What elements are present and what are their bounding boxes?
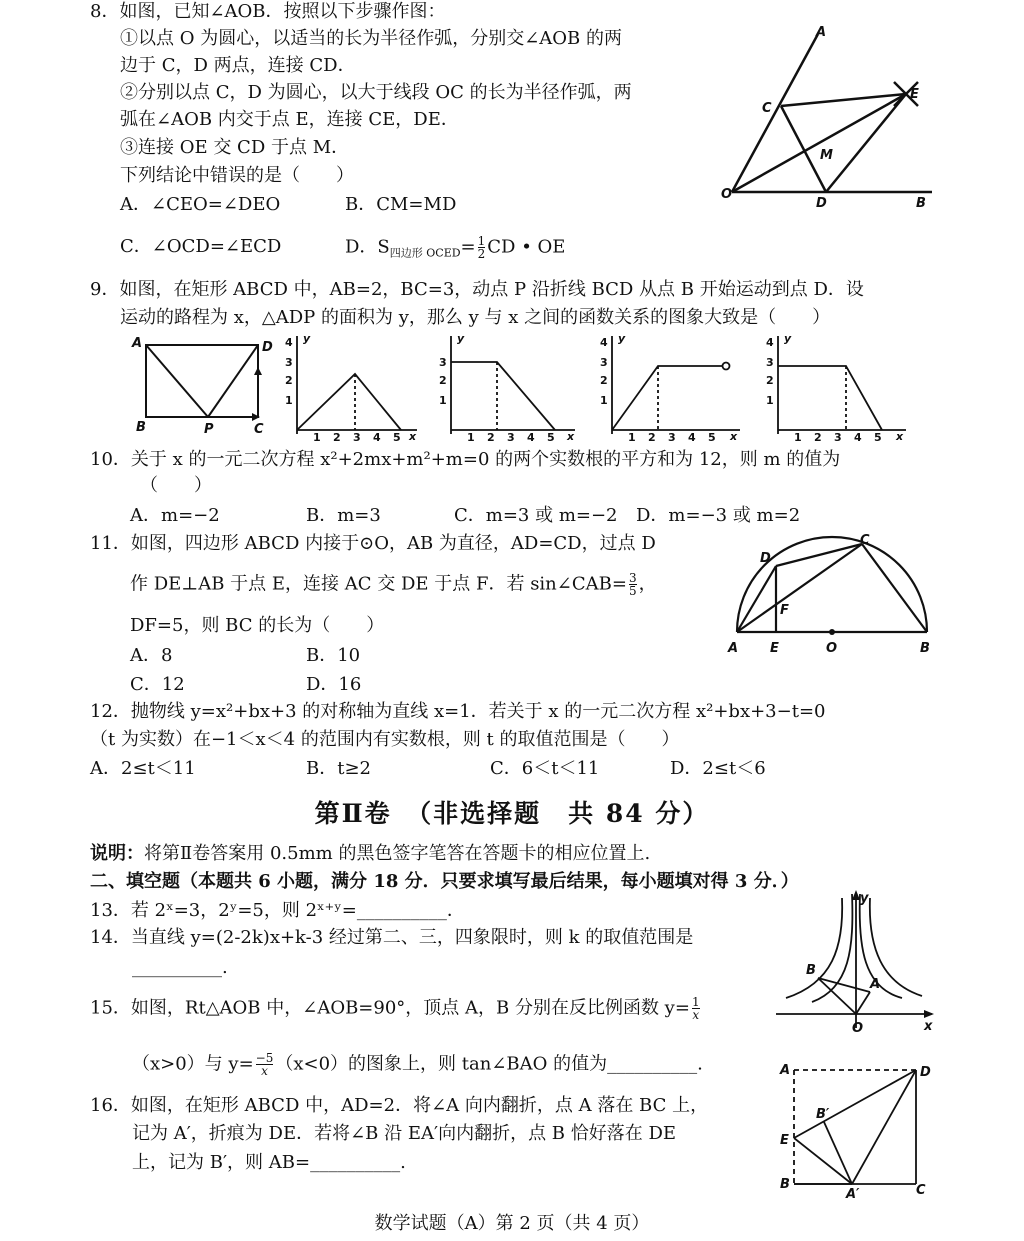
q16-line3: 上，记为 B′，则 AB=__________. — [132, 1152, 406, 1173]
q8-step3: ③连接 OE 交 CD 于点 M． — [120, 137, 350, 158]
q11-option-b: B．10 — [306, 645, 361, 666]
q9-graph-a — [283, 332, 423, 442]
q11-line1: 11．如图，四边形 ABCD 内接于⊙O，AB 为直径，AD=CD，过点 D — [90, 533, 656, 554]
q9-line2: 运动的路程为 x，△ADP 的面积为 y，那么 y 与 x 之间的函数关系的图象大致是（ ） — [120, 307, 831, 328]
svg-text:4: 4 — [527, 431, 535, 442]
q9-graph-c — [598, 332, 748, 442]
q15-figure — [772, 888, 940, 1038]
svg-text:y: y — [860, 891, 869, 906]
q16-line2: 记为 A′，折痕为 DE．若将∠B 沿 EA′向内翻折，点 B 恰好落在 DE — [132, 1123, 677, 1144]
q12-option-b: B．t≥2 — [306, 758, 371, 779]
svg-text:1: 1 — [794, 431, 802, 442]
svg-text:4: 4 — [373, 431, 381, 442]
svg-text:5: 5 — [708, 431, 716, 442]
svg-text:y: y — [618, 332, 626, 345]
section-title: 第Ⅱ卷 （非选择题 共 84 分） — [314, 799, 710, 828]
q10-option-a: A．m=−2 — [130, 505, 220, 526]
svg-text:x: x — [409, 430, 417, 442]
q9-graph-b — [437, 332, 582, 442]
svg-text:B′: B′ — [816, 1107, 830, 1122]
svg-text:2: 2 — [285, 374, 293, 387]
svg-text:1: 1 — [285, 394, 293, 407]
q8-step1b: 边于 C，D 两点，连接 CD． — [120, 55, 356, 76]
q8-ask: 下列结论中错误的是（ ） — [120, 165, 354, 186]
q14-line2: __________. — [132, 957, 228, 978]
label-o: O — [721, 187, 733, 202]
q12-option-c: C．6＜t＜11 — [490, 758, 600, 779]
svg-text:E: E — [780, 1133, 789, 1148]
q9-rectangle-figure — [130, 335, 280, 440]
svg-text:3: 3 — [285, 356, 293, 369]
q8-option-a: A．∠CEO=∠DEO — [120, 194, 281, 215]
label-b: B — [916, 196, 926, 211]
label-d: D — [816, 196, 827, 211]
q11-option-c: C．12 — [130, 674, 185, 695]
svg-text:B: B — [780, 1177, 790, 1192]
svg-text:C: C — [916, 1183, 926, 1198]
svg-text:1: 1 — [313, 431, 321, 442]
q11-option-d: D．16 — [306, 674, 362, 695]
svg-text:4: 4 — [688, 431, 696, 442]
q8-step2a: ②分别以点 C，D 为圆心，以大于线段 OC 的长为半径作弧，两 — [120, 82, 632, 103]
q8-stem: 8．如图，已知∠AOB．按照以下步骤作图： — [90, 1, 446, 22]
svg-text:P: P — [204, 422, 214, 437]
svg-text:x: x — [730, 430, 738, 442]
svg-text:5: 5 — [547, 431, 555, 442]
svg-text:O: O — [852, 1021, 864, 1036]
svg-text:D: D — [920, 1065, 931, 1080]
q10-option-b: B．m=3 — [306, 505, 381, 526]
q9-line1: 9．如图，在矩形 ABCD 中，AB=2，BC=3，动点 P 沿折线 BCD 从点 B 开始运动到点 D．设 — [90, 279, 864, 300]
svg-text:B: B — [920, 641, 930, 656]
q14-line1: 14．当直线 y=(2-2k)x+k-3 经过第二、三，四象限时，则 k 的取值范围是 — [90, 927, 694, 948]
svg-text:1: 1 — [766, 394, 774, 407]
label-a: A — [816, 25, 827, 40]
q8-option-c: C．∠OCD=∠ECD — [120, 236, 282, 257]
svg-text:1: 1 — [628, 431, 636, 442]
q8-step2b: 弧在∠AOB 内交于点 E，连接 CE，DE． — [120, 109, 459, 130]
svg-text:A: A — [728, 641, 739, 656]
q10-line1: 10．关于 x 的一元二次方程 x²+2mx+m²+m=0 的两个实数根的平方和为 12，则 m 的值为 — [90, 449, 841, 470]
section-part2-heading: 二、填空题（本题共 6 小题，满分 18 分．只要求填写最后结果，每小题填对得 3 分．） — [90, 871, 799, 892]
svg-text:5: 5 — [874, 431, 882, 442]
svg-text:2: 2 — [600, 374, 608, 387]
svg-text:1: 1 — [600, 394, 608, 407]
q10-option-d: D．m=−3 或 m=2 — [636, 505, 801, 526]
svg-text:F: F — [780, 603, 789, 618]
label-e: E — [910, 87, 919, 102]
label-c: C — [762, 101, 772, 116]
q16-figure — [776, 1060, 936, 1200]
svg-text:2: 2 — [487, 431, 495, 442]
q11-figure — [724, 530, 940, 660]
label-m: M — [820, 148, 833, 163]
page-footer: 数学试题（A）第 2 页（共 4 页） — [374, 1213, 650, 1234]
svg-text:x: x — [924, 1019, 933, 1034]
q15-line2: （x>0）与 y= $\frac{-5}{x}$ （x<0）的图象上，则 tan∠BAO 的值为__________. — [132, 1051, 703, 1078]
svg-text:4: 4 — [285, 336, 293, 349]
q8-option-d: D．$S_{四边形 OCED}=$ $\frac{1}{2}$ CD • OE — [345, 234, 566, 261]
svg-text:5: 5 — [393, 431, 401, 442]
svg-text:A: A — [780, 1063, 791, 1078]
q10-option-c: C．m=3 或 m=−2 — [454, 505, 618, 526]
svg-text:O: O — [826, 641, 838, 656]
svg-text:2: 2 — [439, 374, 447, 387]
svg-text:A′: A′ — [846, 1187, 860, 1200]
svg-text:3: 3 — [353, 431, 361, 442]
q15-line1: 15．如图，Rt△AOB 中，∠AOB=90°，顶点 A，B 分别在反比例函数 y= $\frac{1}{x}$ — [90, 995, 700, 1022]
svg-text:E: E — [770, 641, 779, 656]
svg-text:C: C — [254, 422, 264, 437]
svg-text:y: y — [303, 332, 311, 345]
svg-text:B: B — [806, 963, 816, 978]
svg-text:3: 3 — [766, 356, 774, 369]
svg-text:1: 1 — [439, 394, 447, 407]
svg-text:C: C — [860, 533, 870, 548]
section-note: 说明：将第Ⅱ卷答案用 0.5mm 的黑色签字笔答在答题卡的相应位置上. — [90, 843, 651, 864]
svg-text:4: 4 — [600, 336, 608, 349]
svg-text:B: B — [136, 420, 146, 435]
svg-text:y: y — [457, 332, 465, 345]
svg-text:x: x — [896, 430, 904, 442]
q8-option-b: B．CM=MD — [345, 194, 457, 215]
svg-text:3: 3 — [600, 356, 608, 369]
q9-graph-d — [764, 332, 914, 442]
svg-text:A: A — [132, 336, 143, 351]
svg-text:3: 3 — [834, 431, 842, 442]
svg-text:4: 4 — [854, 431, 862, 442]
q12-option-a: A．2≤t＜11 — [90, 758, 196, 779]
svg-text:4: 4 — [766, 336, 774, 349]
q16-line1: 16．如图，在矩形 ABCD 中，AD=2．将∠A 向内翻折，点 A 落在 BC 上， — [90, 1095, 709, 1116]
q12-line1: 12．抛物线 y=x²+bx+3 的对称轴为直线 x=1．若关于 x 的一元二次方程 x²+bx+3−t=0 — [90, 701, 826, 722]
svg-text:A: A — [870, 977, 881, 992]
q13-text: 13．若 2ˣ=3，2ʸ=5，则 2ˣ⁺ʸ=__________． — [90, 900, 465, 921]
svg-text:2: 2 — [766, 374, 774, 387]
svg-text:1: 1 — [467, 431, 475, 442]
q8-step1a: ①以点 O 为圆心，以适当的长为半径作弧，分别交∠AOB 的两 — [120, 28, 622, 49]
svg-text:y: y — [784, 332, 792, 345]
q12-option-d: D．2≤t＜6 — [670, 758, 766, 779]
svg-text:2: 2 — [648, 431, 656, 442]
svg-text:2: 2 — [814, 431, 822, 442]
q10-paren: （ ） — [140, 475, 212, 496]
q8-figure — [718, 24, 938, 214]
svg-text:2: 2 — [333, 431, 341, 442]
q11-line3: DF=5，则 BC 的长为（ ） — [130, 615, 385, 636]
q12-line2: （t 为实数）在−1＜x＜4 的范围内有实数根，则 t 的取值范围是（ ） — [90, 729, 680, 750]
q11-option-a: A．8 — [130, 645, 173, 666]
svg-text:D: D — [760, 551, 771, 566]
svg-text:3: 3 — [668, 431, 676, 442]
svg-text:D: D — [262, 340, 273, 355]
svg-text:x: x — [567, 430, 575, 442]
q11-line2: 作 DE⊥AB 于点 E，连接 AC 交 DE 于点 F．若 sin∠CAB= $\frac{3}{5}$ ， — [130, 571, 657, 598]
svg-text:3: 3 — [507, 431, 515, 442]
svg-text:3: 3 — [439, 356, 447, 369]
